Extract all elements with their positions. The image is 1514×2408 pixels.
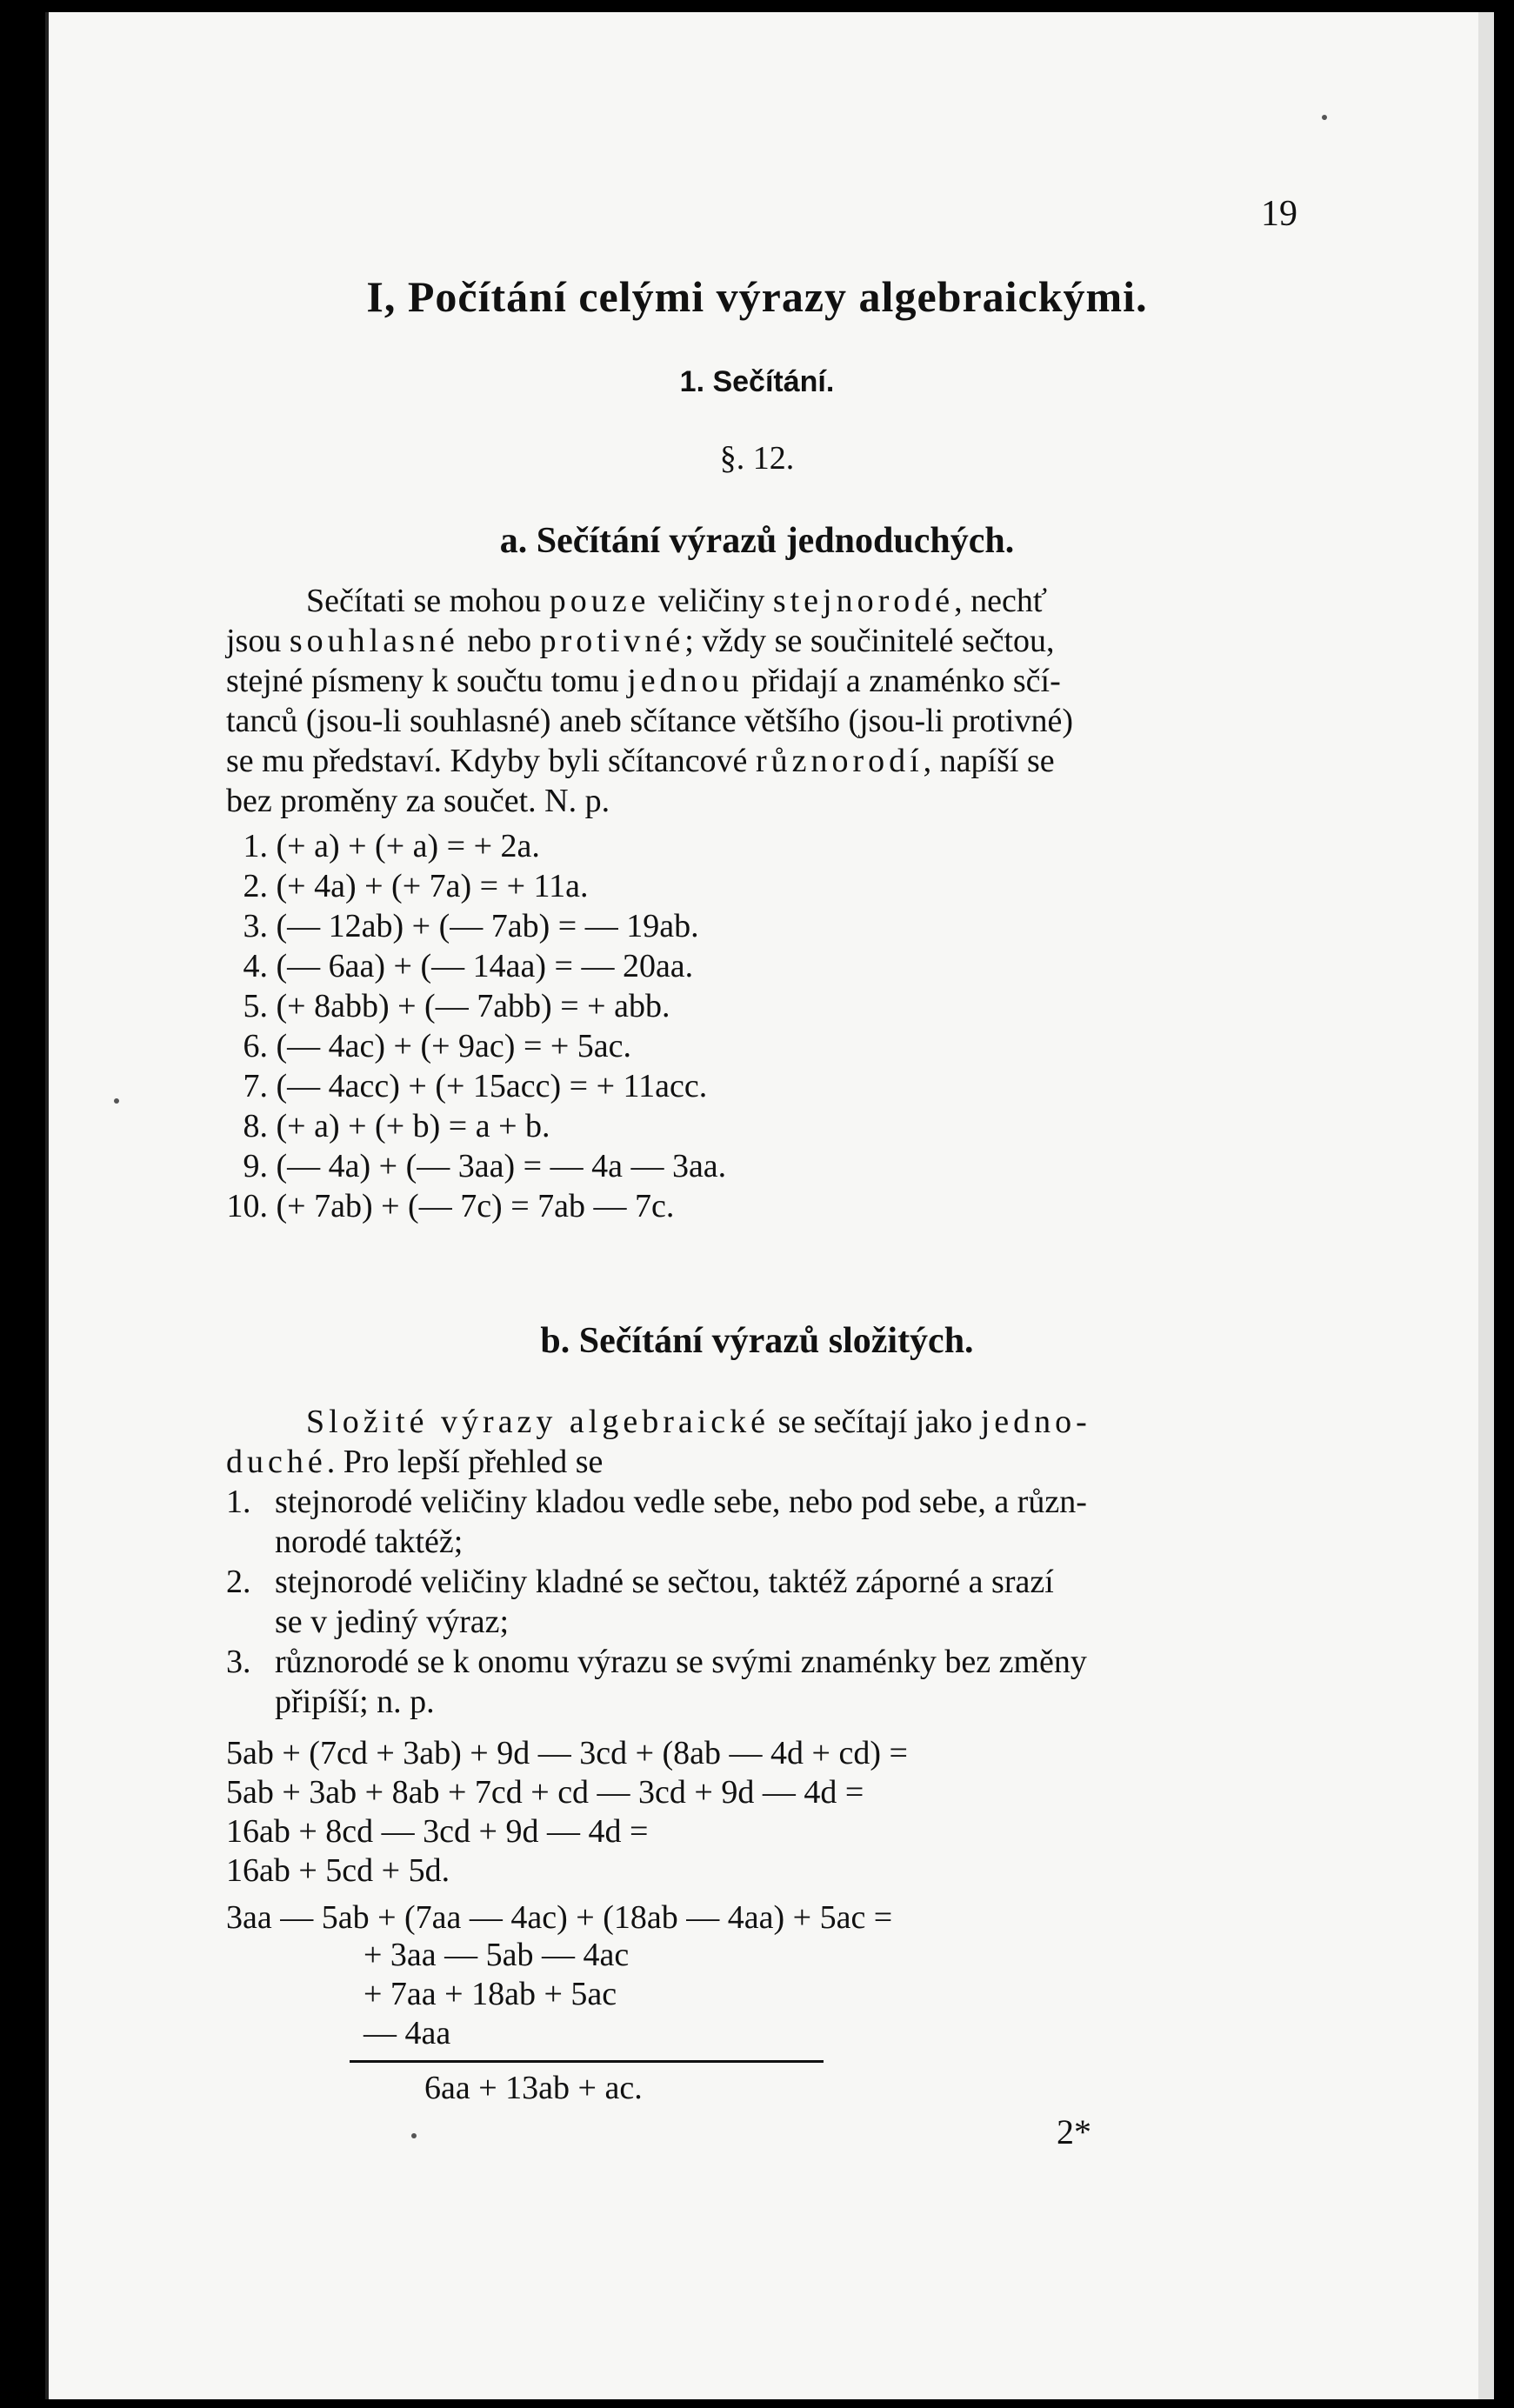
chapter-title: I, Počítání celými výrazy algebraickými. (366, 272, 1148, 321)
example-row: 7. (— 4acc) + (+ 15acc) = + 11acc. (243, 1068, 708, 1104)
equation-line: 16ab + 5cd + 5d. (226, 1852, 450, 1889)
paragraph-mark: §. 12. (719, 440, 795, 477)
example-row: 4. (— 6aa) + (— 14aa) = — 20aa. (243, 948, 694, 984)
example-row: 6. (— 4ac) + (+ 9ac) = + 5ac. (243, 1028, 632, 1064)
sum-first-line: 3aa — 5ab + (7aa — 4ac) + (18ab — 4aa) + 5ac = (226, 1899, 893, 1936)
rule-item: 2. stejnorodé veličiny kladné se sečtou, taktéž záporné a srazí (226, 1564, 1054, 1600)
rule-item-cont: se v jediný výraz; (275, 1604, 510, 1640)
example-row: 5. (+ 8abb) + (— 7abb) = + abb. (243, 988, 670, 1024)
speck (1322, 115, 1327, 120)
rule-item-cont: připíší; n. p. (275, 1684, 435, 1720)
sum-row: — 4aa (363, 2015, 451, 2051)
equation-block (226, 1734, 908, 1891)
equation-line: 16ab + 8cd — 3cd + 9d — 4d = (226, 1813, 649, 1850)
speck (411, 2133, 417, 2138)
example-row: 3. (— 12ab) + (— 7ab) = — 19ab. (243, 908, 699, 944)
sum-rows (363, 1936, 629, 2053)
speck (114, 1098, 119, 1104)
example-row: 2. (+ 4a) + (+ 7a) = + 11a. (243, 868, 589, 904)
subsection-b-heading: b. Sečítání výrazů složitých. (540, 1321, 974, 1361)
example-row: 1. (+ a) + (+ a) = + 2a. (243, 828, 540, 864)
page-number: 19 (1261, 194, 1297, 234)
intro-line: se mu představí. Kdyby byli sčítancové různorodí, napíší se (226, 743, 1055, 779)
example-row: 10. (+ 7ab) + (— 7c) = 7ab — 7c. (226, 1188, 675, 1224)
sum-row: + 3aa — 5ab — 4ac (363, 1937, 630, 1973)
subsection-b-intro (226, 1402, 1091, 1482)
intro-line: Sečítati se mohou pouze veličiny stejnorodé, nechť (306, 583, 1048, 619)
examples-list (209, 826, 726, 1226)
signature-mark: 2* (1057, 2112, 1091, 2151)
equation-line: 5ab + 3ab + 8ab + 7cd + cd — 3cd + 9d — 4d = (226, 1774, 864, 1811)
sum-rule (350, 2060, 824, 2063)
example-row: 8. (+ a) + (+ b) = a + b. (243, 1108, 550, 1144)
intro-line: tanců (jsou-li souhlasné) aneb sčítance většího (jsou-li protivné) (226, 703, 1074, 739)
intro-line: duché. Pro lepší přehled se (226, 1444, 604, 1480)
intro-line: jsou souhlasné nebo protivné; vždy se součinitelé sečtou, (226, 623, 1055, 659)
intro-line: Složité výrazy algebraické se sečítají jako jedno- (306, 1404, 1091, 1440)
subsection-a-heading: a. Sečítání výrazů jednoduchých. (499, 521, 1015, 561)
sum-row: + 7aa + 18ab + 5ac (363, 1976, 617, 2012)
rule-item: 3. různorodé se k onomu výrazu se svými znaménky bez změny (226, 1644, 1087, 1680)
sum-result: 6aa + 13ab + ac. (424, 2070, 643, 2106)
rule-item-cont: norodé taktéž; (275, 1524, 464, 1560)
rules-list (226, 1482, 1087, 1722)
section-heading: 1. Sečítání. (679, 365, 835, 398)
intro-line: stejné písmeny k součtu tomu jednou přidají a znaménko sčí- (226, 663, 1061, 699)
example-row: 9. (— 4a) + (— 3aa) = — 4a — 3aa. (243, 1148, 727, 1184)
subsection-a-intro (226, 581, 1073, 821)
rule-item: 1. stejnorodé veličiny kladou vedle sebe, nebo pod sebe, a různ- (226, 1484, 1087, 1520)
equation-line: 5ab + (7cd + 3ab) + 9d — 3cd + (8ab — 4d + cd) = (226, 1735, 908, 1771)
intro-line: bez proměny za součet. N. p. (226, 783, 610, 819)
